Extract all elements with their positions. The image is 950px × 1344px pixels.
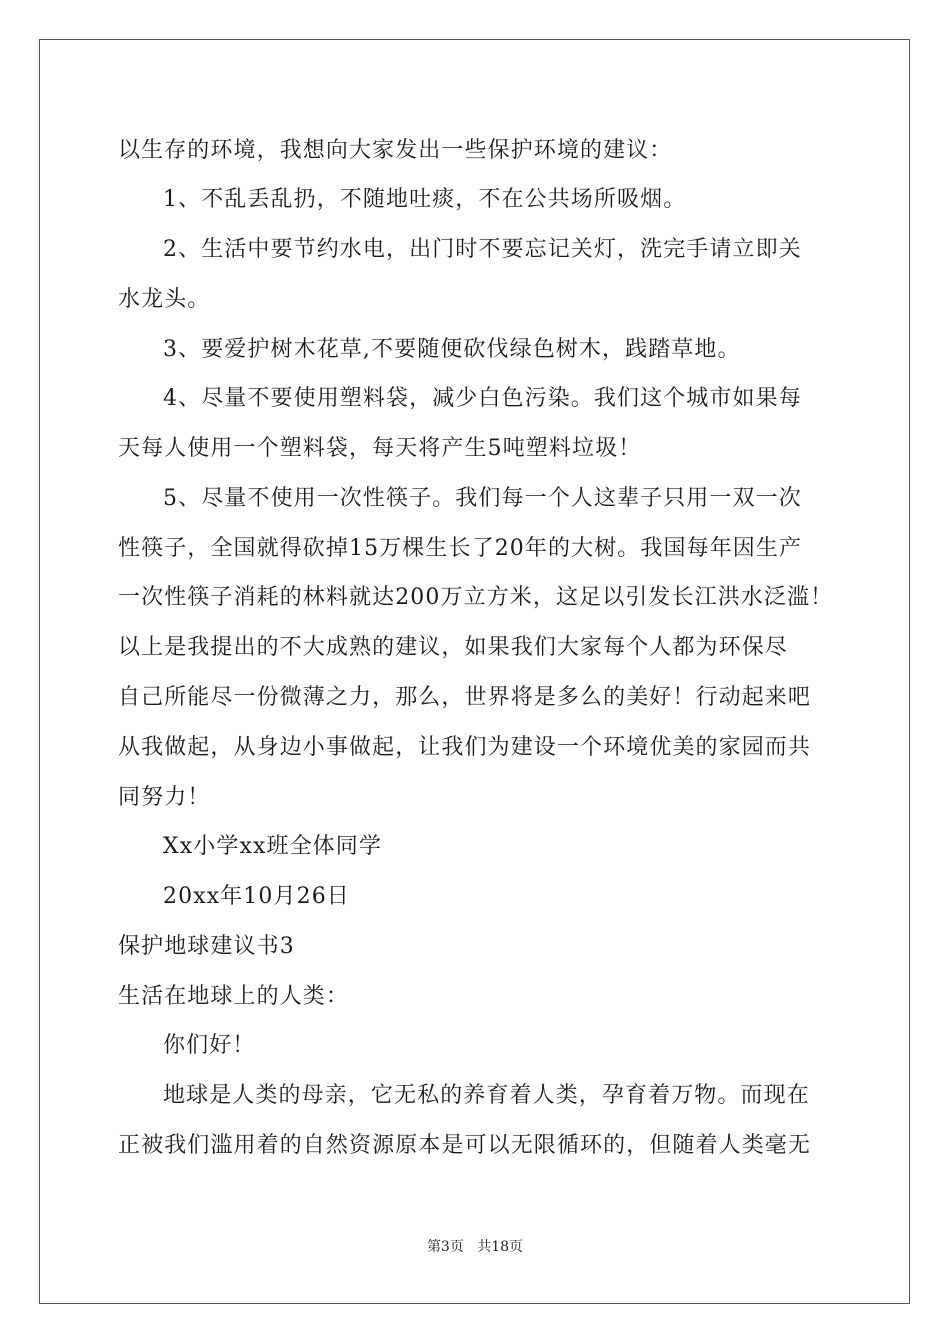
page-border — [39, 39, 910, 1304]
page-footer — [0, 1236, 950, 1256]
text-line: 地球是人类的母亲，它无私的养育着人类，孕育着万物。而现在 — [163, 1083, 810, 1108]
text-line: 性筷子，全国就得砍掉15万棵生长了20年的大树。我国每年因生产 — [118, 536, 803, 561]
text-line: 5、尽量不使用一次性筷子。我们每一个人这辈子只用一双一次 — [163, 486, 802, 511]
text-line: 自己所能尽一份微薄之力，那么，世界将是多么的美好！行动起来吧 — [118, 685, 812, 710]
text-line: 水龙头。 — [118, 287, 211, 312]
text-line: 4、尽量不要使用塑料袋，减少白色污染。我们这个城市如果每 — [163, 386, 802, 411]
text-line: 从我做起，从身边小事做起，让我们为建设一个环境优美的家园而共 — [118, 735, 812, 760]
text-line: 1、不乱丢乱扔，不随地吐痰，不在公共场所吸烟。 — [163, 187, 687, 212]
text-line: 以生存的环境，我想向大家发出一些保护环境的建议： — [118, 138, 673, 163]
text-line: 天每人使用一个塑料袋，每天将产生5吨塑料垃圾！ — [118, 436, 642, 461]
text-line: 3、要爱护树木花草,不要随便砍伐绿色树木，践踏草地。 — [163, 337, 741, 362]
text-line: 正被我们滥用着的自然资源原本是可以无限循环的，但随着人类毫无 — [118, 1133, 812, 1158]
date-line: 20xx年10月26日 — [163, 884, 350, 909]
text-line: 2、生活中要节约水电，出门时不要忘记关灯，洗完手请立即关 — [163, 237, 802, 262]
greeting-line: 你们好！ — [163, 1033, 256, 1058]
section-title: 保护地球建议书3 — [118, 934, 295, 959]
text-line: 以上是我提出的不大成熟的建议，如果我们大家每个人都为环保尽 — [118, 635, 788, 660]
text-line: 同努力！ — [118, 785, 211, 810]
salutation-line: 生活在地球上的人类： — [118, 984, 350, 1009]
page-total: 共18页 — [477, 1239, 524, 1255]
page-number: 第3页 — [426, 1239, 464, 1255]
text-line: 一次性筷子消耗的林料就达200万立方米，这足以引发长江洪水泛滥！ — [118, 585, 834, 610]
signature-line: Xx小学xx班全体同学 — [163, 834, 382, 859]
